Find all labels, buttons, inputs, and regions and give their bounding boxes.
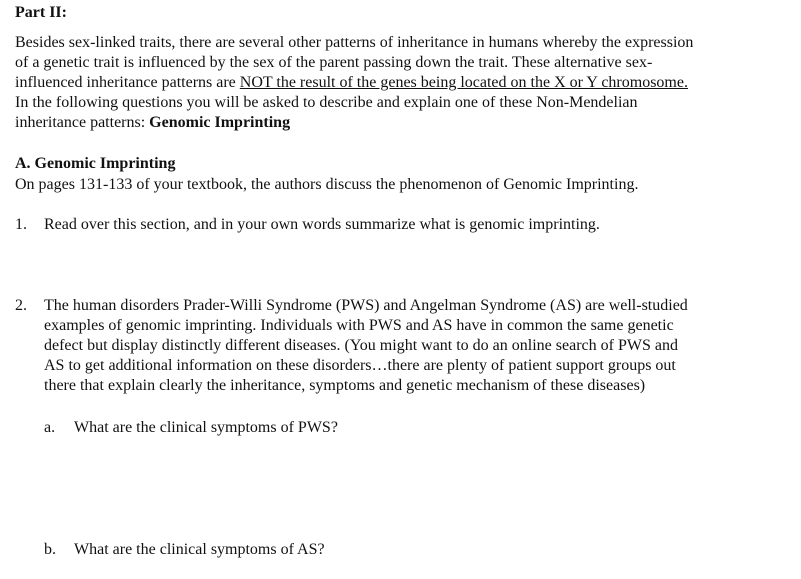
sub-question-b-letter: b. bbox=[44, 541, 56, 558]
question-1-text: Read over this section, and in your own words summarize what is genomic imprinting. bbox=[44, 216, 600, 233]
intro-bold-topic: Genomic Imprinting bbox=[149, 114, 291, 131]
question-2-line-4: AS to get additional information on these disorders…there are plenty of patient support groups out bbox=[44, 357, 676, 374]
sub-question-b-text: What are the clinical symptoms of AS? bbox=[74, 541, 325, 558]
sub-question-a-letter: a. bbox=[44, 419, 56, 436]
question-2-line-3: defect but display distinctly different diseases. (You might want to do an online search of PWS and bbox=[44, 337, 678, 354]
intro-underlined-text: NOT the result of the genes being located on the X or Y chromosome. bbox=[239, 74, 688, 91]
intro-line-2: of a genetic trait is influenced by the sex of the parent passing down the trait. These alternative sex- bbox=[15, 54, 653, 71]
intro-line-5 bbox=[15, 113, 290, 133]
intro-line-3 bbox=[15, 73, 688, 93]
intro-line-4: In the following questions you will be asked to describe and explain one of these Non-Mendelian bbox=[15, 94, 638, 111]
intro-line-5-text: inheritance patterns: bbox=[15, 114, 150, 131]
intro-line-3-text: influenced inheritance patterns are bbox=[15, 74, 240, 91]
intro-line-1: Besides sex-linked traits, there are several other patterns of inheritance in humans whereby the expression bbox=[15, 34, 694, 51]
question-2-number: 2. bbox=[15, 297, 27, 314]
part-heading: Part II: bbox=[15, 4, 67, 21]
question-2-line-2: examples of genomic imprinting. Individuals with PWS and AS have in common the same genetic bbox=[44, 317, 674, 334]
question-2-line-5: there that explain clearly the inheritance, symptoms and genetic mechanism of these diseases) bbox=[44, 377, 646, 394]
question-1-number: 1. bbox=[15, 216, 27, 233]
question-2-line-1: The human disorders Prader-Willi Syndrome (PWS) and Angelman Syndrome (AS) are well-studied bbox=[44, 297, 688, 314]
section-a-text: On pages 131-133 of your textbook, the authors discuss the phenomenon of Genomic Imprinting. bbox=[15, 176, 639, 193]
section-a-heading: A. Genomic Imprinting bbox=[15, 155, 176, 172]
sub-question-a-text: What are the clinical symptoms of PWS? bbox=[74, 419, 338, 436]
